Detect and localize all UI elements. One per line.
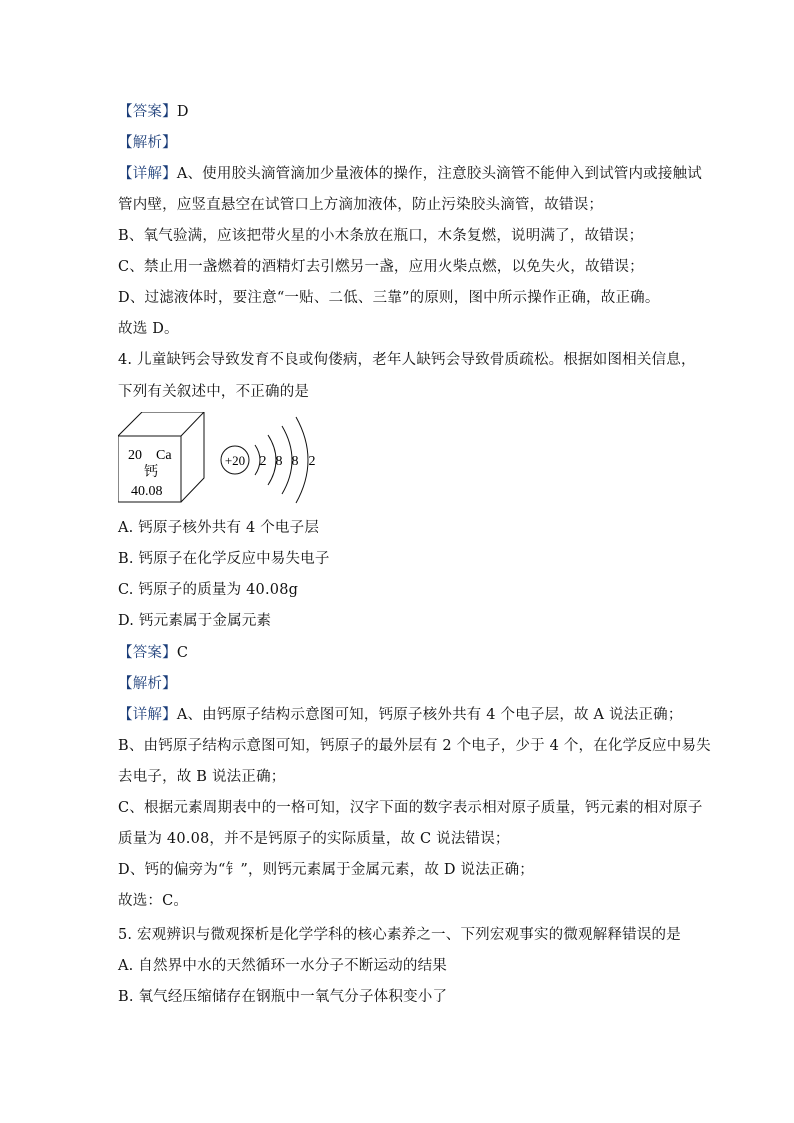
q3-detail-line-3: B、氧气验满，应该把带火星的小木条放在瓶口，木条复燃，说明满了，故错误；	[118, 228, 644, 244]
shell-1-electrons: 2	[259, 454, 267, 469]
shell-3-electrons: 8	[291, 454, 299, 469]
q5-option-b: B. 氧气经压缩储存在钢瓶中一氧气分子体积变小了	[118, 989, 448, 1005]
shell-arc-3	[282, 426, 292, 494]
analysis-tag: 【解析】	[118, 135, 177, 151]
q4-detail-line-3: 去电子，故 B 说法正确；	[118, 769, 286, 785]
answer-value: C	[176, 645, 189, 661]
q4-option-d: D. 钙元素属于金属元素	[118, 613, 272, 629]
atomic-number: 20	[128, 448, 142, 463]
q4-analysis-tag	[118, 674, 177, 694]
q4-figure	[118, 412, 338, 512]
q4-detail-line-4: C、根据元素周期表中的一格可知，汉字下面的数字表示相对原子质量，钙元素的相对原子	[118, 800, 703, 816]
q3-answer-line	[118, 102, 189, 122]
atomic-mass: 40.08	[131, 484, 163, 499]
detail-tag: 【详解】	[118, 166, 177, 182]
answer-tag: 【答案】	[118, 645, 177, 661]
q4-stem-line-2: 下列有关叙述中，不正确的是	[118, 384, 310, 400]
answer-tag: 【答案】	[118, 104, 177, 120]
nucleus-charge: +20	[224, 453, 246, 468]
q4-detail-line-1	[118, 705, 683, 725]
q3-detail-line-5: D、过滤液体时，要注意“一贴、二低、三靠”的原则，图中所示操作正确，故正确。	[118, 290, 660, 306]
q4-detail-line-6: D、钙的偏旁为“钅”，则钙元素属于金属元素，故 D 说法正确；	[118, 862, 534, 878]
answer-value: D	[176, 104, 189, 120]
q4-detail-line-5: 质量为 40.08，并不是钙原子的实际质量，故 C 说法错误；	[118, 831, 510, 847]
q3-analysis-tag	[118, 133, 177, 153]
q3-detail-line-4: C、禁止用一盏燃着的酒精灯去引燃另一盏，应用火柴点燃，以免失火，故错误；	[118, 259, 644, 275]
q4-stem-line-1: 4. 儿童缺钙会导致发育不良或佝偻病，老年人缺钙会导致骨质疏松。根据如图相关信息，	[118, 352, 696, 368]
q3-detail-line-2: 管内壁，应竖直悬空在试管口上方滴加液体，防止污染胶头滴管，故错误；	[118, 197, 604, 213]
q4-option-c: C. 钙原子的质量为 40.08g	[118, 582, 299, 598]
analysis-tag: 【解析】	[118, 676, 177, 692]
shell-2-electrons: 8	[275, 454, 283, 469]
q3-detail-line-1	[118, 164, 702, 184]
q5-stem: 5. 宏观辨识与微观探析是化学学科的核心素养之一、下列宏观事实的微观解释错误的是	[118, 927, 681, 943]
q4-detail-line-2: B、由钙原子结构示意图可知，钙原子的最外层有 2 个电子，少于 4 个，在化学反应中易失	[118, 738, 711, 754]
detail-text: A、由钙原子结构示意图可知，钙原子核外共有 4 个电子层，故 A 说法正确；	[176, 707, 683, 723]
q4-answer-line	[118, 643, 188, 663]
element-name: 钙	[144, 465, 158, 480]
q4-conclusion: 故选：C。	[118, 893, 189, 909]
q5-option-a: A. 自然界中水的天然循环一水分子不断运动的结果	[118, 958, 447, 974]
detail-text: A、使用胶头滴管滴加少量液体的操作，注意胶头滴管不能伸入到试管内或接触试	[176, 166, 702, 182]
element-symbol: Ca	[156, 448, 172, 463]
q3-conclusion: 故选 D。	[118, 321, 179, 337]
detail-tag: 【详解】	[118, 707, 177, 723]
q4-option-b: B. 钙原子在化学反应中易失电子	[118, 551, 330, 567]
shell-4-electrons: 2	[308, 454, 316, 469]
calcium-figure	[118, 412, 338, 512]
q4-option-a: A. 钙原子核外共有 4 个电子层	[118, 520, 320, 536]
